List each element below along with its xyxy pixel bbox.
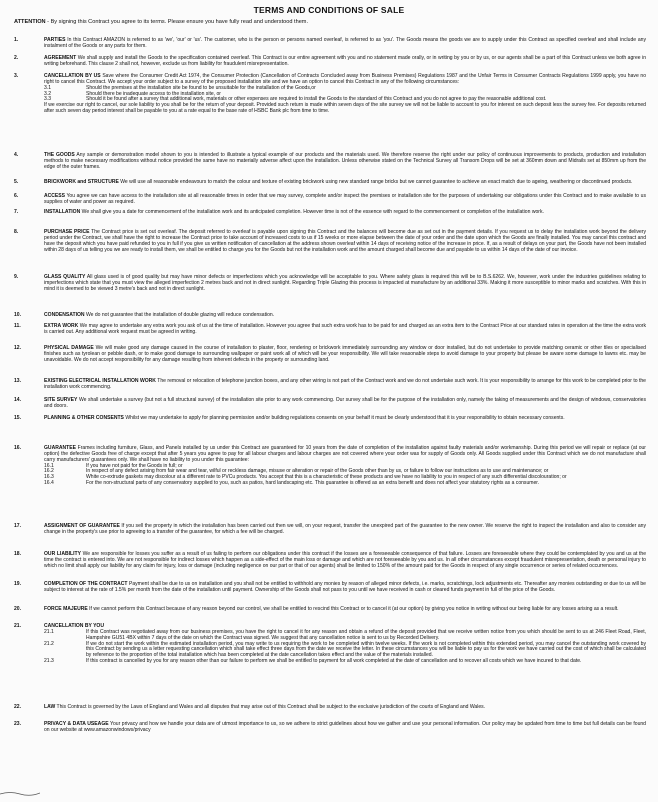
- sub-clause-number: 16.4: [44, 480, 54, 487]
- clause-number: 18.: [14, 551, 22, 557]
- clause-text: All glass used is of good quality but may have minor defects or imperfections which you acknowledge will be acceptable to you. Where safety glass is required this will be to B.S.6262. We, however, work under the industries guidelines relating to imperfections which state that you must view the alleged imperfection 2 metres back and not in direct sunlight. Regarding Triple Glazing this process is impacted at manufacture by an additional 33%. Making it more susceptible to minor marks and scratches. With this in mind it is deemed to be viewed 3 metre's back and not in direct sunlight.: [44, 274, 647, 292]
- clause-15: [14, 416, 646, 422]
- clause-18: [14, 552, 646, 570]
- sub-clause: [44, 642, 646, 660]
- clause-10: [14, 313, 646, 319]
- clause-number: 12.: [14, 345, 22, 351]
- clause-20: [14, 607, 646, 613]
- clause-number: 10.: [14, 312, 22, 318]
- sub-clause: [44, 630, 646, 642]
- clause-heading: LAW: [44, 704, 56, 710]
- clause-body: [44, 398, 646, 410]
- clause-heading: ACCESS: [44, 193, 66, 199]
- clause-17: [14, 524, 646, 536]
- clause-heading: CANCELLATION BY US: [44, 73, 101, 79]
- clause-heading: COMPLETION OF THE CONTRACT: [44, 581, 128, 587]
- clause-number: 8.: [14, 229, 19, 235]
- clause-heading: PURCHASE PRICE: [44, 229, 90, 235]
- clause-body: [44, 153, 646, 171]
- clause-8: [14, 230, 646, 253]
- clause-text: We may agree to undertake any extra work you ask of us at the time of installation. However you agree that such extra work has to be paid for and charged as an extra item to the Contract Price at our standard rates in operation at the time the extra work is carried out. Any additional work request must be agreed in writing.: [44, 323, 646, 335]
- clause-text: Payment shall be due to us on installation and you shall not be entitled to withhold any monies by reason of alleged minor defects, i.e. marks, scratchings, lock adjustments etc. Thereafter any monies outstanding or due to us will be subject to interest at the rate of 1.5% per month from the date of the installation until payment. Ownership of the Goods shall not pass to you until we have received in cash or cleared funds payment in full of the price of the Goods.: [44, 581, 646, 593]
- clause-number: 22.: [14, 704, 22, 710]
- clause-heading: THE GOODS: [44, 152, 75, 158]
- clause-heading: PLANNING & OTHER CONSENTS: [44, 415, 124, 421]
- sub-clause-text: In respect of any defect arising from fair wear and tear, wilful or reckless damage, misuse or alteration or repair of the Goods other than by us, or failure to follow our instructions as to use and maintenance; or: [86, 468, 549, 475]
- clause-text: If we cannot perform this Contract because of any reason beyond our control, we shall be entitled to rescind this Contract or to cancel it (at our option) by giving you notice in writing without our being liable for any losses arising as a result.: [87, 606, 619, 612]
- clause-text: Whilst we may undertake to apply for planning permission and/or building regulations consents on your behalf it must be clearly understood that it is your responsibility to obtain necessary consents.: [123, 415, 565, 421]
- clause-body: [44, 446, 646, 487]
- clause-body: [44, 524, 646, 536]
- sub-clause-number: 21.3: [44, 658, 54, 665]
- clause-body: [44, 210, 646, 216]
- clause-number: 17.: [14, 523, 22, 529]
- sub-clause-text: Should it be found after a survey that additional work, materials or other expenses are required to install the Goods to the standard of this Contract and you do not agree to pay the reasonable additional cost.: [86, 96, 547, 103]
- clause-text: We will use all reasonable endeavours to match the colour and texture of existing brickwork using new standard range bricks but we cannot guarantee to achieve an exact match due to ageing, weathering or discontinued products.: [118, 179, 633, 185]
- sub-clause-number: 16.3: [44, 474, 54, 481]
- attention-text: - By signing this Contract you agree to its terms. Please ensure you have fully read and understood them.: [45, 19, 309, 25]
- clause-14: [14, 398, 646, 410]
- clause-heading: EXISTING ELECTRICAL INSTALLATION WORK: [44, 378, 156, 384]
- clause-4: [14, 153, 646, 171]
- sub-clause-text: If this Contract was negotiated away from our business premises, you have the right to cancel it for any reason and obtain a refund of the deposit provided that we receive written notice from you which should be sent to us at 246 Fleet Road, Fleet, Hampshire GU51 4BX within 7 days of the date on which the Contract was signed. We suggest that any cancellation notice is sent to us by Recorded Delivery.: [86, 628, 646, 641]
- sub-clause-number: 16.2: [44, 468, 54, 475]
- sub-clause-number: 16.1: [44, 462, 54, 469]
- clause-heading: PARTIES: [44, 37, 66, 43]
- clause-text: You agree we can have access to the installation site at all reasonable times in order that we may survey, complete and/or inspect the premises or installation site for the purposes of undertaking our obligations under this Contract and to make available to us supplies of water and power as required.: [44, 193, 646, 205]
- clause-text: Your privacy and how we handle your data are of utmost importance to us, so we adhere to strict guidelines about how we gather and use your personal information. Our policy may be updated from time to time but full details can be found on our website at www.amazonwindows/privacy: [44, 721, 646, 733]
- scan-edge-mark: [0, 790, 40, 796]
- clause-body: [44, 313, 646, 319]
- clause-body: [44, 74, 646, 115]
- sub-clause-number: 21.1: [44, 628, 54, 635]
- sub-clause-number: 3.3: [44, 96, 52, 103]
- clause-number: 3.: [14, 73, 19, 79]
- clause-number: 6.: [14, 193, 19, 199]
- clause-number: 14.: [14, 397, 22, 403]
- clause-number: 4.: [14, 152, 19, 158]
- clause-12: [14, 346, 646, 364]
- clause-number: 20.: [14, 606, 22, 612]
- sub-clause: [44, 659, 646, 665]
- clause-number: 15.: [14, 415, 22, 421]
- clause-text: We shall undertake a survey (but not a full structural survey) of the installation site prior to any work commencing. Our survey shall be for the purpose of the installation only, namely the taking of measurements and the design of windows, conservatories and doors.: [44, 397, 646, 409]
- clause-body: [44, 552, 646, 570]
- clause-2: [14, 56, 646, 68]
- clause-16: [14, 446, 646, 487]
- clause-heading: INSTALLATION: [44, 209, 81, 215]
- clause-heading: PRIVACY & DATA USEAGE: [44, 721, 109, 727]
- clause-text: The removal or relocation of telephone junction boxes, and any other wiring is not part of the Contract work and we do not undertake such work. It is your responsibility to arrange for this work to be completed prior to the installation work commencing.: [44, 378, 646, 390]
- clause-text: This Contract is governed by the Laws of England and Wales and all disputes that may arise out of this Contract shall be subject to the exclusive jurisdiction of the courts of England and Wales.: [55, 704, 486, 710]
- sub-clause-text: If we do not start the work within the estimated installation period, you may write to us requiring the work to be completed within twelve weeks. If the work is not completed within this extended period, you may cancel the outstanding work covered by this Contract by sending us a letter requesting cancellation which shall take effect three days from the date we receive the letter. In these circumstances you will be liable to pay us for the work we have carried out the cost of which shall be calculated by reference to the proportion of the total installation which has been completed at the date cancellation takes effect and the value of the materials installed.: [86, 640, 646, 659]
- clause-number: 23.: [14, 721, 22, 727]
- clause-text: We will make good any damage caused in the course of installation to plaster, floor, rendering or brickwork immediately surrounding any window or door installed, but do not undertake to provide matching ceramic or other tiles or specialised finishes such as tyrolean or pebble dash, or to make good damage to surrounding wallpaper or paint work all of which will be your responsibility. We will take reasonable steps to avoid damage to your property but please be aware some damage to lawns etc. may be unavoidable. We do not accept responsibility for any damage resulting from inherent defects in the property or surrounding land.: [44, 345, 646, 363]
- sub-clause-text: White co-extrude gaskets may discolour at a different rate to PVCu products. You accept that this is a characteristic of these products and we have no liability to you in respect of any such differential discolouration; or: [86, 474, 567, 481]
- clause-text: If you sell the property in which the installation has been carried out then we will, on your request, transfer the unexpired part of the guarantee to the new owner. We reserve the right to inspect the installation and also to consider any change in the property's use prior to agreeing to a transfer of the guarantee, for which a fee will be charged.: [44, 523, 646, 535]
- clause-heading: ASSIGNMENT OF GUARANTEE: [44, 523, 120, 529]
- clause-heading: SITE SURVEY: [44, 397, 78, 403]
- clause-11: [14, 324, 646, 336]
- clause-heading: PHYSICAL DAMAGE: [44, 345, 94, 351]
- clause-heading: CONDENSATION: [44, 312, 85, 318]
- clause-body: [44, 624, 646, 665]
- clause-number: 9.: [14, 274, 19, 280]
- clause-text: The Contract price is set out overleaf. The deposit referred to overleaf is payable upon signing this Contract and the balances will become due as set out in the payment details. If you request us to delay the installation work beyond the delivery period under the Contract, we shall have the right to increase the Contract price to take account of increased costs to us if 15 weeks or more elapse between the date of your order and the date upon which the Goods are finally installed. You may cancel this contract and have the deposit which you have paid refunded to you in full if you give us written notification of cancellation at the address shown overleaf within 14 days of receiving notice of the increase in price. If, as a result of delays on your part, the Goods have not been installed within 28 days of us telling you we are ready to install them, we shall be entitled to charge you for the Goods but not the installation work and the amount charged shall become due and payable to us within 14 days of the date of our invoice.: [44, 229, 646, 253]
- clause-number: 5.: [14, 179, 19, 185]
- clause-body: [44, 705, 646, 711]
- clause-number: 19.: [14, 581, 22, 587]
- clause-7: [14, 210, 646, 216]
- clause-number: 16.: [14, 445, 22, 451]
- attention-label: ATTENTION: [14, 19, 46, 25]
- clause-heading: GLASS QUALITY: [44, 274, 86, 280]
- clause-body: [44, 230, 646, 253]
- clause-body: [44, 56, 646, 68]
- clause-22: [14, 705, 646, 711]
- sub-clause-text: Should the premises at the installation site be found to be unsuitable for the installation of the Goods,or: [86, 84, 316, 91]
- clause-text: We shall supply and install the Goods to the specification contained overleaf. This Contract is our entire agreement with you and no statement made orally, or in writing by you or by us, or our agents shall be a part of this Contract unless we both agree in writing beforehand. This clause 2 shall not, however, exclude us from liability for fraudulent misrepresentation.: [44, 55, 646, 67]
- clause-heading: CANCELLATION BY YOU: [44, 623, 105, 629]
- clause-text: Frames including furniture, Glass, and Panels installed by us under this Contract are guaranteed for 10 years from the date of completion of the installation against faulty materials and/or workmanship. During this period we will repair or replace (at our option) the defective Goods free of charge except that after 5 years you agree to pay for all labour charges and labour charges are not covered where your order was for supply of Goods only. All Goods supplied under this Contract which we do not manufacture shall carry manufacturers' guarantees only. We shall have no liability to you under this guarantee:: [44, 445, 646, 463]
- clause-body: [44, 722, 646, 734]
- page-title: TERMS AND CONDITIONS OF SALE: [253, 5, 405, 15]
- clause-text: We are responsible for losses you suffer as a result of us failing to perform our obligations under this contract if the losses are a foreseeable consequence of that failure. Losses are foreseeable where they could be contemplated by you and us at the time the contract is entered into. We are not responsible for indirect losses which happen as a side-effect of the main loss or damage and which are not foreseeable by you and us. In all other circumstances except fraudulent misrepresentation, death or personal injury to which no limit shall apply our liability for any claim for injury, loss or damage (including negligence on our part or that of our agents) shall be limited to 150% of the amount paid for the Goods in respect of any single occurrence or series of related occurrences.: [44, 551, 646, 569]
- clause-heading: EXTRA WORK: [44, 323, 79, 329]
- clause-9: [14, 275, 646, 293]
- clause-23: [14, 722, 646, 734]
- sub-clause-number: 3.2: [44, 90, 52, 97]
- clause-heading: BRICKWORK and STRUCTURE: [44, 179, 119, 185]
- sub-clause-number: 3.1: [44, 84, 52, 91]
- clause-body: [44, 38, 646, 50]
- sub-clause-text: If you have not paid for the Goods in full; or: [86, 462, 183, 469]
- sub-clause-text: Should there be inadequate access to the installation site, or: [86, 90, 221, 97]
- clause-body: [44, 194, 646, 206]
- sub-clause-text: For the non-structural parts of any conservatory supplied to you, such as patios, hard landscaping etc. This guarantee is offered as an extra benefit and does not affect your statutory rights as a consumer.: [86, 480, 540, 487]
- sub-clause-text: If this contract is cancelled by you for any reason other than our failure to perform we shall be entitled to payment for all work completed at the date of cancellation and to recover all costs which we have incured to that date.: [86, 658, 582, 665]
- clause-body: [44, 275, 646, 293]
- clause-13: [14, 379, 646, 391]
- clause-number: 1.: [14, 37, 19, 43]
- clause-number: 13.: [14, 378, 22, 384]
- clause-number: 21.: [14, 623, 22, 629]
- clause-text: In this Contract AMAZON is referred to as 'we', 'our' or 'us'. The customer, who is the person or persons named overleaf, is referred to as 'you'. The Goods means the goods we are to supply under this Contract as specified overleaf and shall include any instalment of the Goods or any parts for them.: [44, 37, 646, 49]
- clause-19: [14, 582, 646, 594]
- clause-3: [14, 74, 646, 115]
- clause-body: [44, 180, 646, 186]
- clause-text: Any sample or demonstration model shown to you is intended to illustrate a typical example of our products and the materials used. We therefore reserve the right under our policy of continuous improvements to products, production and installation methods to make necessary modifications without notice provided the same have no materially adverse affect upon the installation. Unless otherwise stated on the Technical Survey all Transom Drops will be set at 360mm down and Midrails set at 850mm up from the edge of the outer frames.: [44, 152, 646, 170]
- clause-number: 2.: [14, 55, 19, 61]
- clause-1: [14, 38, 646, 50]
- clause-body: [44, 582, 646, 594]
- clause-heading: GUARANTEE: [44, 445, 76, 451]
- clause-body: [44, 607, 646, 613]
- sub-clause: [44, 481, 646, 487]
- clause-body: [44, 416, 646, 422]
- clause-continuation: If we exercise our right to cancel, our sole liability to you shall be for the return of your deposit. Provided such return is made within seven days of the site survey we will not be liable to account to you for interest on such deposit less the survey fee. For deposits returned after such seven day period interest shall be payable to you at a rate equal to the base rate of HSBC Bank plc from time to time.: [44, 102, 646, 115]
- clause-body: [44, 346, 646, 364]
- clause-text: We shall give you a date for commencement of the installation work and its anticipated completion. However time is not of the essence with regard to the commencement or completion of the installation work.: [80, 209, 544, 215]
- clause-heading: OUR LIABILITY: [44, 551, 81, 557]
- clause-6: [14, 194, 646, 206]
- clause-heading: FORCE MAJEURE: [44, 606, 88, 612]
- clause-5: [14, 180, 646, 186]
- attention-notice: [14, 19, 644, 26]
- clause-number: 11.: [14, 323, 21, 329]
- sub-clause-number: 21.2: [44, 640, 54, 647]
- clause-text: We do not guarantee that the installation of double glazing will reduce condensation.: [84, 312, 275, 318]
- clause-body: [44, 379, 646, 391]
- clause-body: [44, 324, 646, 336]
- clause-text: Save where the Consumer Credit Act 1974, the Consumer Protection (Cancellation of Contracts Concluded away from Business Premises) Regulations 1987 and the Unfair Terms in Consumer Contracts Regulations 1999 apply, you have no right to cancel this Contract. We accept your order subject to a survey of the proposed installation site and we have an option to cancel this Contract in any of the following circumstances:: [44, 73, 647, 85]
- clause-heading: AGREEMENT: [44, 55, 77, 61]
- clause-number: 7.: [14, 209, 19, 215]
- clause-21: [14, 624, 646, 665]
